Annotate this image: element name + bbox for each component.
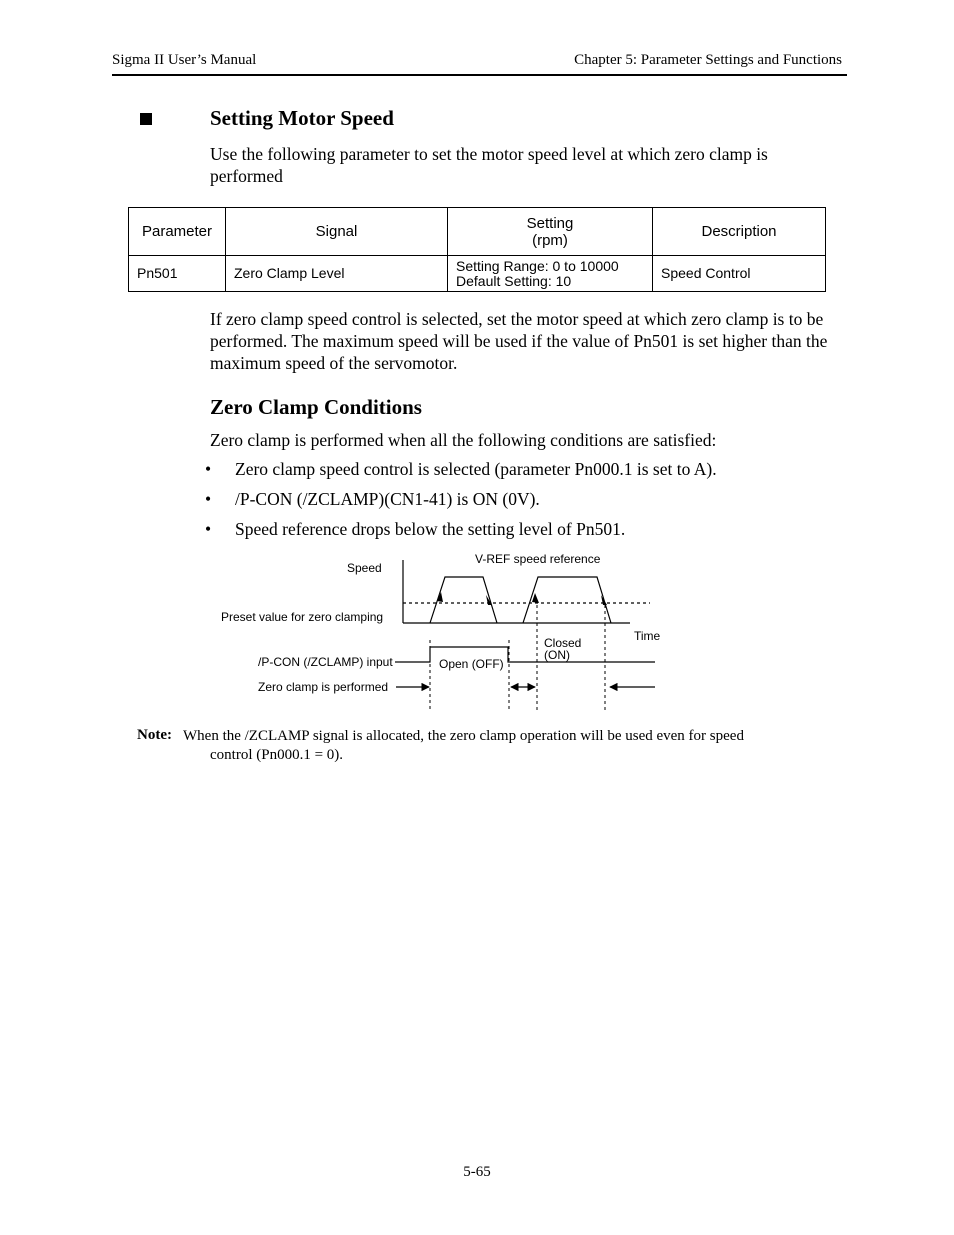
table-header-setting-label: Setting [526, 214, 574, 232]
speed-note-paragraph: If zero clamp speed control is selected, set the motor speed at which zero clamp is to be performed. The maximum speed will be used if the value of Pn501 is set higher than the maximum speed of the servomotor. [210, 309, 828, 373]
cell-setting-range: Setting Range: 0 to 10000 [456, 257, 619, 274]
header-chapter-title: Chapter 5: Parameter Settings and Functions [574, 52, 842, 68]
list-item [205, 518, 625, 540]
on-label: (ON) [544, 648, 570, 662]
section-title-zero-clamp: Zero Clamp Conditions [210, 395, 422, 419]
condition-text: /P-CON (/ZCLAMP)(CN1-41) is ON (0V). [235, 489, 540, 509]
section-title-motor-speed: Setting Motor Speed [210, 106, 394, 130]
bullet-dot: • [205, 489, 212, 509]
note-line-2: control (Pn000.1 = 0). [210, 747, 344, 763]
table-header-signal: Signal [226, 208, 448, 256]
note-label: Note: [137, 727, 172, 743]
pcon-input-label: /P-CON (/ZCLAMP) input [258, 655, 393, 669]
zero-clamp-label: Zero clamp is performed [258, 680, 389, 694]
cell-description: Speed Control [653, 256, 826, 292]
section-intro: Use the following parameter to set the motor speed level at which zero clamp is performed [210, 144, 768, 186]
parameter-table [128, 207, 826, 292]
note-text [183, 727, 813, 765]
vref-label: V-REF speed reference [475, 552, 601, 566]
rising-arrow-icon [532, 593, 539, 603]
table-header-row [129, 208, 826, 256]
preset-value-label: Preset value for zero clamping [221, 610, 384, 624]
condition-text: Speed reference drops below the setting level of Pn501. [235, 519, 626, 539]
list-item [205, 488, 540, 510]
table-header-parameter: Parameter [129, 208, 226, 256]
speed-axis-label: Speed [347, 561, 382, 575]
header-rule [112, 74, 847, 76]
table-header-description: Description [653, 208, 826, 256]
square-bullet-icon [140, 113, 152, 125]
cell-setting [448, 256, 653, 292]
conditions-intro: Zero clamp is performed when all the following conditions are satisfied: [210, 430, 717, 450]
table-header-setting-unit: (rpm) [532, 231, 568, 249]
note-line-1: When the /ZCLAMP signal is allocated, the zero clamp operation will be used even for speed [183, 728, 744, 744]
table-header-setting [448, 208, 653, 256]
closed-label: Closed [544, 636, 582, 650]
condition-text: Zero clamp speed control is selected (parameter Pn000.1 is set to A). [235, 459, 717, 479]
cell-signal: Zero Clamp Level [226, 256, 448, 292]
bullet-dot: • [205, 519, 212, 539]
zero-clamp-timing-diagram [200, 545, 670, 715]
cell-parameter: Pn501 [129, 256, 226, 292]
page-number: 5-65 [463, 1164, 491, 1180]
bullet-dot: • [205, 459, 212, 479]
list-item [205, 458, 717, 480]
table-row [129, 256, 826, 292]
open-off-label: Open (OFF) [439, 657, 504, 671]
time-axis-label: Time [634, 629, 661, 643]
cell-default-setting: Default Setting: 10 [456, 272, 572, 289]
header-manual-title: Sigma II User’s Manual [112, 52, 257, 68]
